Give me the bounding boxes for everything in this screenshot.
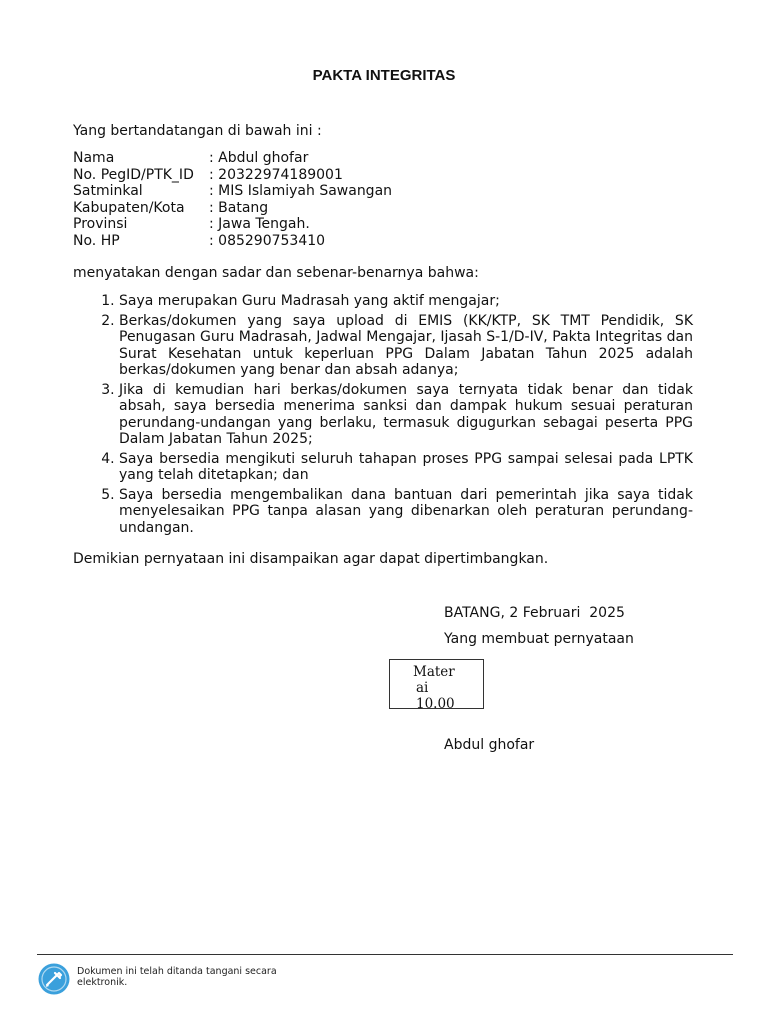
list-item: 2. Berkas/dokumen yang saya upload di EMIS (KK/KTP, SK TMT Pendidik, SK Penugasan Guru Madrasah, Jadwal Mengajar, Ijasah S-1/D-IV, Pakta Integritas dan Surat Kesehatan untuk keperluan PPG Dalam Jabatan Tahun 2025 adalah berkas/dokumen yang benar dan absah adanya;	[119, 313, 693, 379]
field-label: No. HP	[73, 232, 120, 249]
field-row-provinsi	[73, 216, 392, 233]
field-label: Satminkal	[73, 183, 143, 199]
closing-text: Demikian pernyataan ini disampaikan agar dapat dipertimbangkan.	[73, 551, 549, 567]
identity-fields	[73, 150, 392, 249]
field-value: : Jawa Tengah.	[209, 216, 310, 232]
footer-esign-note: Dokumen ini telah ditanda tangani secara elektronik.	[77, 966, 277, 988]
field-row-pegid	[73, 167, 392, 184]
field-label: Provinsi	[73, 216, 128, 232]
field-value: : 085290753410	[209, 232, 326, 249]
field-row-hp	[73, 233, 392, 250]
field-label: Kabupaten/Kota	[73, 199, 185, 216]
field-value: : 20322974189001	[209, 166, 343, 183]
maker-label: Yang membuat pernyataan	[444, 631, 634, 647]
list-item: 4. Saya bersedia mengikuti seluruh tahapan proses PPG sampai selesai pada LPTK yang telah ditetapkan; dan	[119, 451, 693, 484]
field-label: No. PegID/PTK_ID	[73, 166, 194, 183]
field-label: Nama	[73, 150, 115, 166]
list-item: 1. Saya merupakan Guru Madrasah yang aktif mengajar;	[119, 293, 693, 310]
e-signature-badge-icon	[38, 963, 70, 995]
signer-name: Abdul ghofar	[444, 737, 535, 753]
field-row-kabupaten	[73, 200, 392, 217]
field-row-satminkal	[73, 183, 392, 200]
stamp-text-line: ai	[416, 680, 429, 696]
statement-text: menyatakan dengan sadar dan sebenar-benarnya bahwa:	[73, 265, 479, 281]
stamp-text-line: 10.00	[416, 696, 455, 709]
declaration-list	[73, 293, 693, 539]
field-row-nama	[73, 150, 392, 167]
place-date: BATANG, 2 Februari 2025	[444, 605, 625, 621]
document-title: PAKTA INTEGRITAS	[312, 67, 456, 84]
field-value: : MIS Islamiyah Sawangan	[209, 183, 393, 199]
stamp-text-line: Mater	[413, 664, 455, 680]
stamp-placeholder	[389, 659, 484, 709]
intro-text: Yang bertandatangan di bawah ini :	[73, 123, 322, 139]
list-item: 3. Jika di kemudian hari berkas/dokumen saya ternyata tidak benar dan tidak absah, saya bersedia menerima sanksi dan dampak hukum sesuai peraturan perundang-undangan yang berlaku, termasuk digugurkan sebagai peserta PPG Dalam Jabatan Tahun 2025;	[119, 382, 693, 448]
list-item: 5. Saya bersedia mengembalikan dana bantuan dari pemerintah jika saya tidak menyelesaikan PPG tanpa alasan yang dibenarkan oleh peraturan perundang-undangan.	[119, 487, 693, 537]
field-value: : Batang	[209, 199, 269, 216]
footer-divider	[37, 954, 733, 955]
field-value: : Abdul ghofar	[209, 150, 309, 166]
